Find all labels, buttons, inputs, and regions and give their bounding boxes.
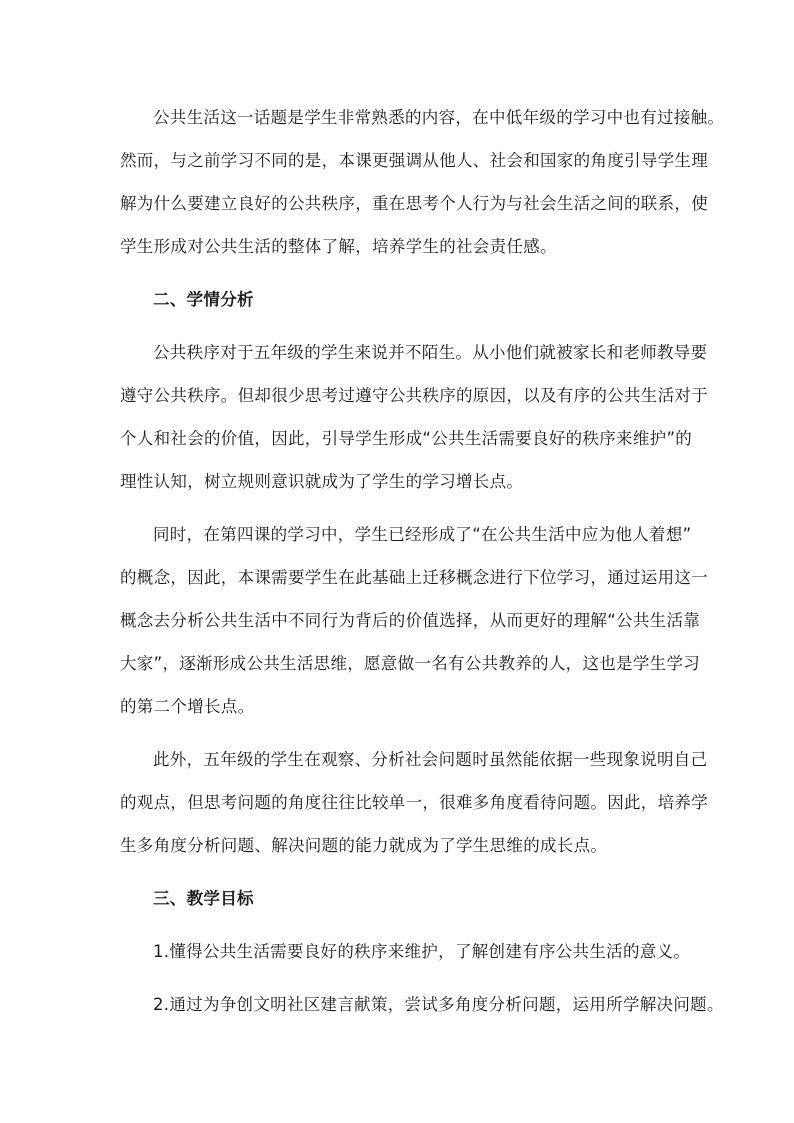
paragraph-line: 的第二个增长点。: [120, 697, 255, 716]
paragraph-line: 遵守公共秩序。但却很少思考过遵守公共秩序的原因，以及有序的公共生活对于: [120, 386, 708, 405]
intro-line: 公共生活这一话题是学生非常熟悉的内容，在中低年级的学习中也有过接触。: [153, 108, 725, 127]
intro-line: 学生形成对公共生活的整体了解，培养学生的社会责任感。: [120, 237, 557, 256]
section-heading-learning-analysis: 二、学情分析: [153, 290, 254, 309]
paragraph-line: 此外，五年级的学生在观察、分析社会问题时虽然能依据一些现象说明自己: [153, 750, 708, 769]
paragraph-line: 生多角度分析问题、解决问题的能力就成为了学生思维的成长点。: [120, 836, 608, 855]
paragraph-line: 公共秩序对于五年级的学生来说并不陌生。从小他们就被家长和老师教导要: [153, 343, 708, 362]
paragraph-line: 的观点，但思考问题的角度往往比较单一，很难多角度看待问题。因此，培养学: [120, 793, 708, 812]
goal-item: 2.通过为争创文明社区建言献策，尝试多角度分析问题，运用所学解决问题。: [153, 995, 724, 1014]
intro-line: 解为什么要建立良好的公共秩序，重在思考个人行为与社会生活之间的联系，使: [120, 194, 708, 213]
section-heading-teaching-goals: 三、教学目标: [153, 889, 254, 908]
paragraph-line: 同时，在第四课的学习中，学生已经形成了“在公共生活中应为他人着想”: [153, 525, 692, 544]
paragraph-line: 大家”，逐渐形成公共生活思维，愿意做一名有公共教养的人，这也是学生学习: [120, 654, 701, 673]
paragraph-line: 的概念，因此，本课需要学生在此基础上迁移概念进行下位学习，通过运用这一: [120, 568, 708, 587]
paragraph-line: 个人和社会的价值，因此，引导学生形成“公共生活需要良好的秩序来维护”的: [120, 429, 693, 448]
goal-item: 1.懂得公共生活需要良好的秩序来维护，了解创建有序公共生活的意义。: [153, 942, 691, 961]
paragraph-line: 理性认知，树立规则意识就成为了学生的学习增长点。: [120, 472, 524, 491]
paragraph-line: 概念去分析公共生活中不同行为背后的价值选择，从而更好的理解“公共生活靠: [120, 611, 701, 630]
intro-line: 然而，与之前学习不同的是，本课更强调从他人、社会和国家的角度引导学生理: [120, 151, 708, 170]
